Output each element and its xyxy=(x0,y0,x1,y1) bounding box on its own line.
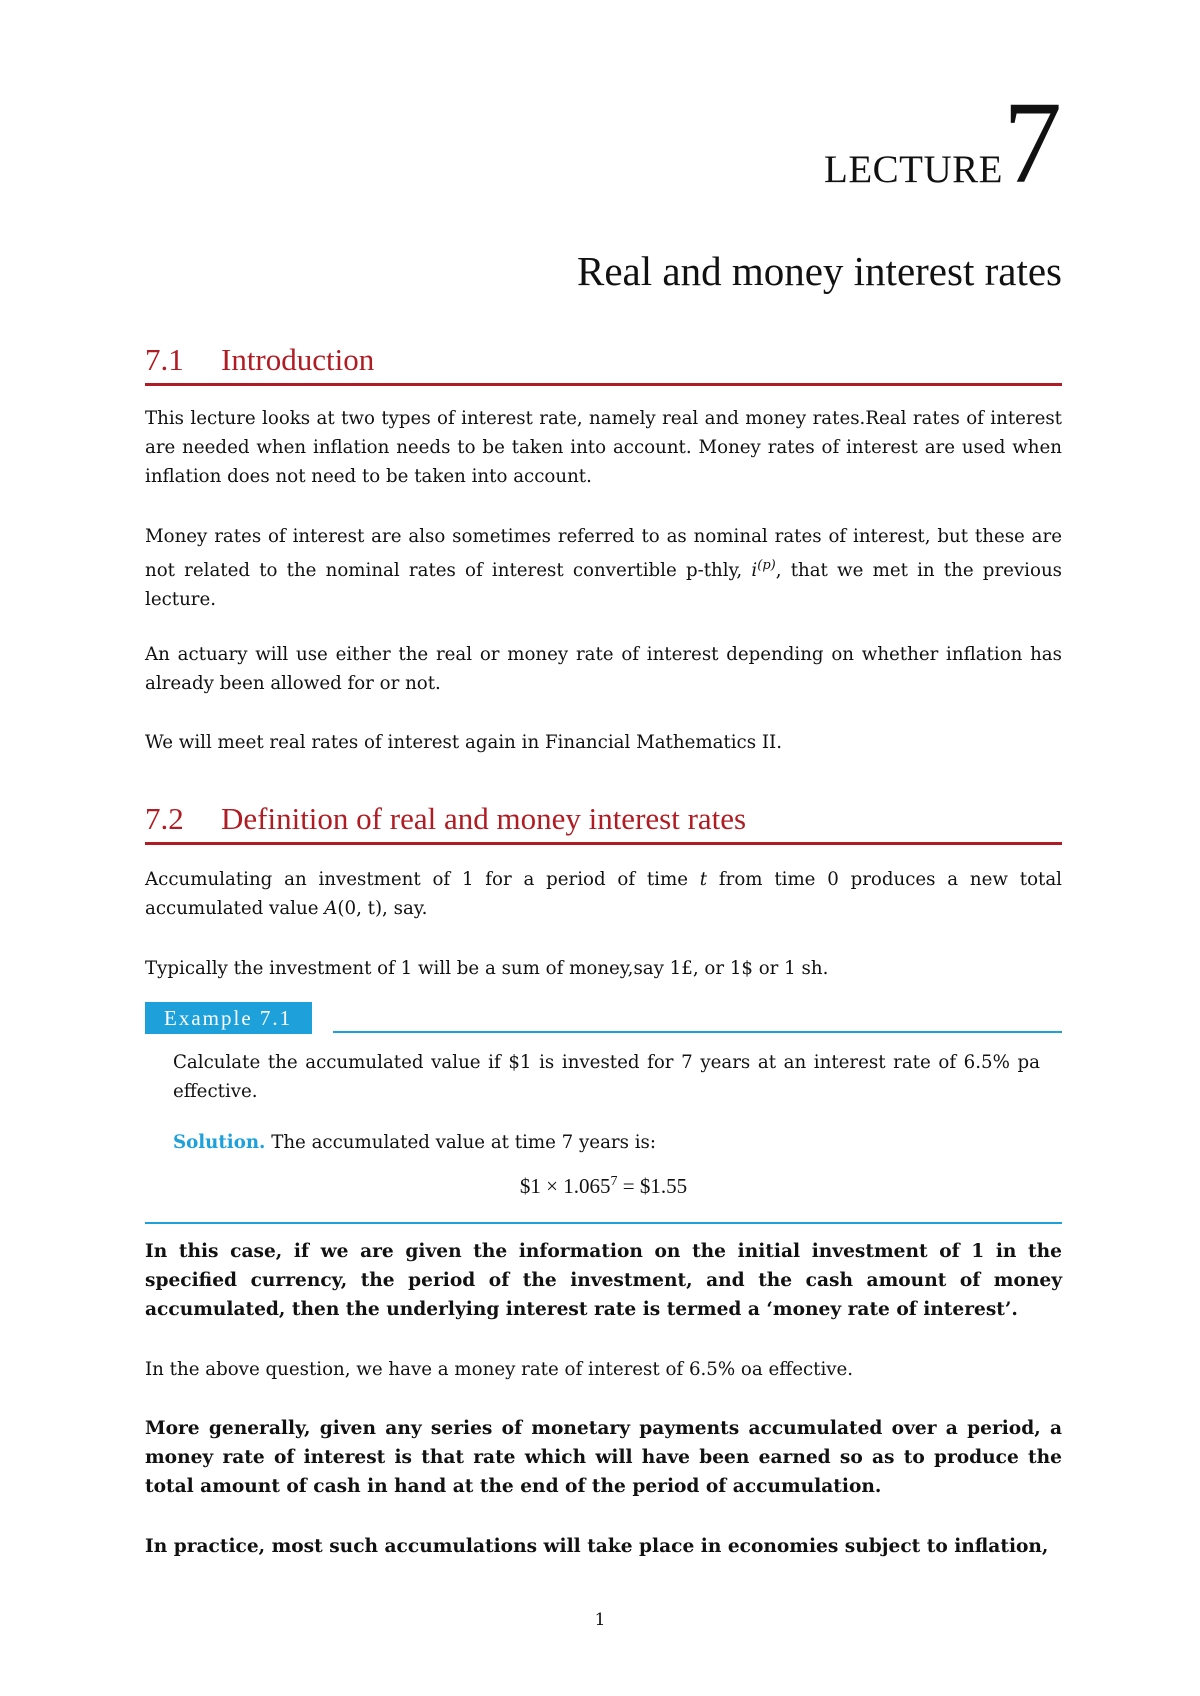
paragraph: This lecture looks at two types of interest rate, namely real and money rates.Real rates of interest are needed when inflation needs to be taken into account. Money rates of interest are used when inflation does not need to be taken into account. xyxy=(145,408,1062,487)
example-top-rule xyxy=(333,1031,1062,1033)
example-bottom-rule xyxy=(145,1222,1062,1224)
math-symbol: t xyxy=(699,869,708,890)
paragraph: Typically the investment of 1 will be a sum of money,say 1£, or 1$ or 1 sh. xyxy=(145,958,829,979)
math-symbol: i xyxy=(751,560,758,582)
paragraph-text: , say. xyxy=(382,898,428,919)
equation-lhs: $1 × 1.065 xyxy=(519,1174,611,1198)
section-number: 7.1 xyxy=(145,342,184,377)
paragraph: In the above question, we have a money rate of interest of 6.5% oa effective. xyxy=(145,1359,854,1380)
bold-paragraph: In practice, most such accumulations will take place in economies subject to inflation, xyxy=(145,1536,1049,1557)
bold-paragraph: In this case, if we are given the information on the initial investment of 1 in the specified currency, the period of the investment, and the cash amount of money accumulated, then the underlying interest rate is termed a ‘money rate of interest’. xyxy=(145,1241,1062,1320)
example-question: Calculate the accumulated value if $1 is invested for 7 years at an interest rate of 6.5% pa effective. xyxy=(173,1052,1040,1102)
chapter-title: Real and money interest rates xyxy=(577,248,1062,294)
lecture-word: LECTURE xyxy=(824,148,1003,191)
lecture-number: 7 xyxy=(1003,77,1062,208)
math-superscript: (p) xyxy=(757,558,776,573)
example-solution xyxy=(173,1128,1040,1157)
equation-rhs: = $1.55 xyxy=(617,1174,688,1198)
paragraph: We will meet real rates of interest again in Financial Mathematics II. xyxy=(145,732,783,753)
paragraph xyxy=(145,522,1062,614)
section-number: 7.2 xyxy=(145,801,184,836)
math-args: (0, t) xyxy=(337,898,383,919)
section-heading-introduction xyxy=(145,342,1062,386)
paragraph: An actuary will use either the real or money rate of interest depending on whether inflation has already been allowed for or not. xyxy=(145,644,1062,694)
section-title: Definition of real and money interest rates xyxy=(221,801,747,836)
page-number: 1 xyxy=(594,1610,606,1630)
paragraph-text: , that we met in the previous lecture. xyxy=(145,560,1062,611)
paragraph xyxy=(145,865,1062,923)
paragraph-text: Money rates of interest are also sometimes referred to as nominal rates of interest, but these are not related to the nominal rates of interest convertible p-thly, xyxy=(145,526,1062,582)
section-title: Introduction xyxy=(221,342,375,377)
paragraph-text: Accumulating an investment of 1 for a period of time xyxy=(145,869,688,890)
solution-text: The accumulated value at time 7 years is: xyxy=(271,1132,657,1153)
section-heading-definition xyxy=(145,801,1062,845)
paragraph-text: from time 0 produces a new total accumulated value xyxy=(145,869,1062,919)
example-label: Example 7.1 xyxy=(145,1002,312,1034)
equation-exponent: 7 xyxy=(610,1174,618,1189)
solution-label: Solution. xyxy=(173,1132,266,1153)
math-symbol: A xyxy=(324,898,338,919)
chapter-heading xyxy=(824,77,1062,208)
bold-paragraph: More generally, given any series of monetary payments accumulated over a period, a money rate of interest is that rate which will have been earned so as to produce the total amount of cash in hand at the end of the period of accumulation. xyxy=(145,1418,1062,1497)
equation xyxy=(145,1174,1062,1199)
